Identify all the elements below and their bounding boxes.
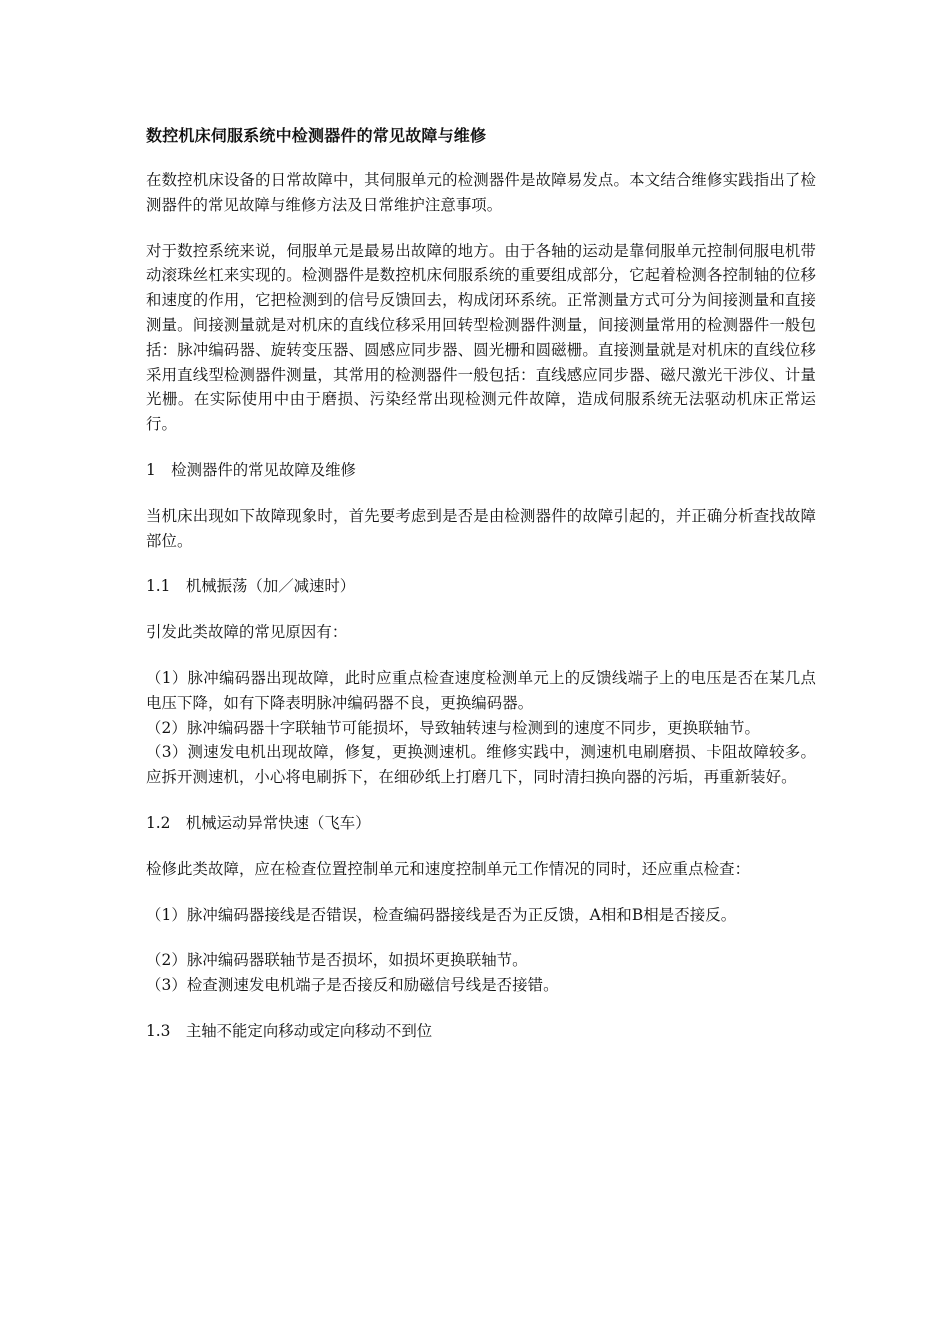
section-1-heading: 1 检测器件的常见故障及维修 [146,460,356,479]
list-item: （2）脉冲编码器十字联轴节可能损坏，导致轴转速与检测到的速度不同步，更换联轴节。 [146,718,761,737]
intro-paragraph: 在数控机床设备的日常故障中，其伺服单元的检测器件是故障易发点。本文结合维修实践指出了检测器件的常见故障与维修方法及日常维护注意事项。 [146,171,816,214]
section-1-2-item-1: （1）脉冲编码器接线是否错误，检查编码器接线是否为正反馈，A相和B相是否接反。 [146,905,737,924]
list-item: （2）脉冲编码器联轴节是否损坏，如损坏更换联轴节。 [146,951,528,970]
section-1-intro: 当机床出现如下故障现象时，首先要考虑到是否是由检测器件的故障引起的，并正确分析查找故障部位。 [146,506,816,550]
section-1-1-lead: 引发此类故障的常见原因有： [146,623,348,642]
list-item: （1）脉冲编码器出现故障，此时应重点检查速度检测单元上的反馈线端子上的电压是否在某几点电压下降，如有下降表明脉冲编码器不良，更换编码器。 [146,668,816,712]
list-item: （3）测速发电机出现故障，修复，更换测速机。维修实践中，测速机电刷磨损、卡阻故障较多。应拆开测速机，小心将电刷拆下，在细砂纸上打磨几下，同时清扫换向器的污垢，再重新装好。 [146,743,816,787]
section-1-1-heading: 1.1 机械振荡（加／减速时） [146,577,356,596]
overview-paragraph: 对于数控系统来说，伺服单元是最易出故障的地方。由于各轴的运动是靠伺服单元控制伺服电机带动滚珠丝杠来实现的。检测器件是数控机床伺服系统的重要组成部分，它起着检测各控制轴的位移和速度的作用，它把检测到的信号反馈回去，构成闭环系统。正常测量方式可分为间接测量和直接测量。间接测量就是对机床的直线位移采用回转型检测器件测量，间接测量常用的检测器件一般包括：脉冲编码器、旋转变压器、圆感应同步器、圆光栅和圆磁栅。直接测量就是对机床的直线位移采用直线型检测器件测量，其常用的检测器件一般包括：直线感应同步器、磁尺激光干涉仪、计量光栅。在实际使用中由于磨损、污染经常出现检测元件故障，造成伺服系统无法驱动机床正常运行。 [146,241,816,434]
section-1-2-heading: 1.2 机械运动异常快速（飞车） [146,813,371,832]
section-1-3-heading: 1.3 主轴不能定向移动或定向移动不到位 [146,1021,433,1040]
section-1-2-list [146,948,816,998]
section-1-2-lead: 检修此类故障，应在检查位置控制单元和速度控制单元工作情况的同时，还应重点检查： [146,859,751,878]
document-title: 数控机床伺服系统中检测器件的常见故障与维修 [146,126,487,145]
section-1-1-list [146,666,816,790]
list-item: （3）检查测速发电机端子是否接反和励磁信号线是否接错。 [146,976,559,995]
document-page [146,124,816,1065]
